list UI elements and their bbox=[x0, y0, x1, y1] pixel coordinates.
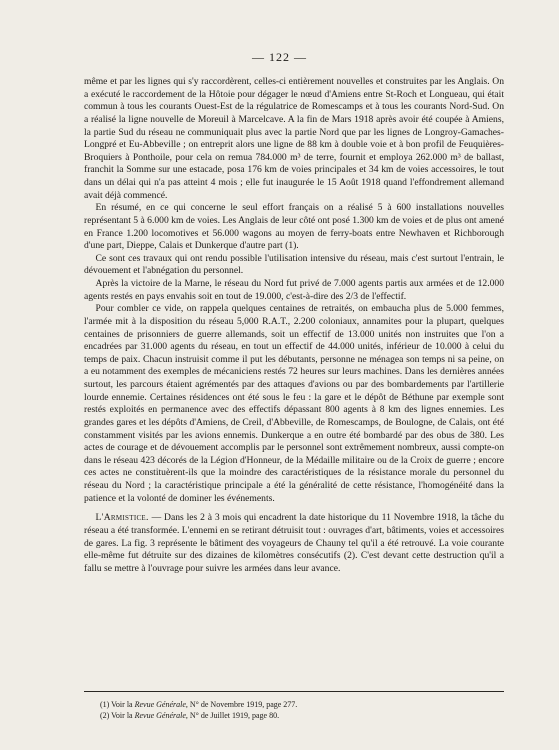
paragraph-3: Ce sont ces travaux qui ont rendu possible l'utilisation intensive du réseau, mais c'est surtout l'entrain, le dévouement et l'abnégation du personnel. bbox=[84, 252, 504, 277]
paragraph-4: Après la victoire de la Marne, le réseau du Nord fut privé de 7.000 agents partis aux armées et de 12.000 agents restés en pays envahis soit en tout de 19.000, c'est-à-dire des 2/3 de l'effectif. bbox=[84, 278, 504, 302]
armistice-paragraph bbox=[84, 512, 504, 575]
paragraph-5: Pour combler ce vide, on rappela quelques centaines de retraités, on embaucha plus de 5.000 femmes, l'armée mit à la disposition du réseau 5,000 R.A.T., 2.200 coloniaux, annamites pour la plupart, quelques centaines de prisonniers de guerre allemands, soit un effectif de 13.000 unités non instruites que l'on a encadrées par 31.000 agents du réseau, en tout un effectif de 44.000 unités, inférieur de 10.000 à celui du temps de paix. Chacun instruisit comme il put les débutants, personne ne ménagea son temps ni sa peine, on a eu notamment des exemples de mécaniciens restés 72 heures sur leurs machines. Dans les dernières années surtout, les parcours étaient agrémentés par des attaques d'avions ou par des bombardements par l'artillerie lourde ennemie. Certaines résidences ont été sous le feu : la gare et le dépôt de Béthune par exemple sont restés exploités en permanence avec des effectifs dépassant 800 agents à 8 km des lignes ennemies. Les grandes gares et les dépôts d'Amiens, de Creil, d'Abbeville, de Romescamps, de Boulogne, de Calais, ont été constamment visités par les avions ennemis. Dunkerque a en outre été bombardé par des obus de 380. Les actes de courage et de dévouement accomplis par le personnel sont extrêmement nombreux, aussi compte-on dans le réseau 423 décorés de la Légion d'Honneur, de la Médaille militaire ou de la Croix de guerre ; encore ces actes ne constituèrent-ils que la moindre des caractéristiques de la résistance morale du personnel du réseau du Nord ; la caractéristique principale a été la généralité de cette résistance, l'homogénéité dans la patience et la volonté de dominer les événements. bbox=[84, 303, 504, 504]
footnote-2: (2) Voir la Revue Générale, N° de Juillet 1919, page 80. bbox=[100, 710, 280, 720]
footnote-1: (1) Voir la Revue Générale, N° de Novembre 1919, page 277. bbox=[100, 700, 298, 709]
footnotes bbox=[100, 700, 500, 721]
journal-title: Revue Générale bbox=[134, 700, 186, 709]
paragraph-1: même et par les lignes qui s'y raccordèrent, celles-ci entièrement nouvelles et construites par les Anglais. On a exécuté le raccordement de la Hôtoie pour dégager le nœud d'Amiens entre St-Roch et Longueau, qui était commun à tous les courants Ouest-Est de la régulatrice de Romescamps et à tous les courants Nord-Sud. On a réalisé la ligne nouvelle de Moreuil à Marcelcave. A la fin de Mars 1918 après avoir été coupée à Amiens, la partie Sud du réseau ne communiquait plus avec la partie Nord que par les lignes de Longroy-Gamaches-Longpré et Eu-Abbeville ; on entreprit alors une ligne de 88 km à double voie et à bon profil de Feuquières-Broquiers à Ponthoile, pour cela on remua 784.000 m³ de terre, fournit et employa 262.000 m³ de ballast, franchit la Somme sur une estacade, posa 176 km de voies principales et 34 km de voies accessoires, le tout dans un délai qui n'a pas atteint 4 mois ; elle fut inaugurée le 15 Août 1918 quand l'effondrement allemand avait déjà commencé. bbox=[84, 76, 504, 201]
paragraph-2: En résumé, en ce qui concerne le seul effort français on a réalisé 5 à 600 installations nouvelles représentant 5 à 6.000 km de voies. Les Anglais de leur côté ont posé 1.300 km de voies et de plus ont amené en France 1.200 locomotives et 56.000 wagons au moyen de ferry-boats entre Newhaven et Richborough d'une part, Dieppe, Calais et Dunkerque d'autre part (1). bbox=[84, 202, 504, 252]
footnote-divider bbox=[84, 691, 504, 692]
armistice-heading: L'Armistice. bbox=[95, 512, 149, 524]
page-number: — 122 — bbox=[252, 50, 307, 64]
armistice-body: — Dans les 2 à 3 mois qui encadrent la date historique du 11 Novembre 1918, la tâche du réseau a été transformée. L'ennemi en se retirant détruisit tout : ouvrages d'art, bâtiments, voies et accessoires de gares. La fig. 3 représente le bâtiment des voyageurs de Chauny tel qu'il a été retrouvé. La voie courante elle-même fut détruite sur des dizaines de kilomètres consécutifs (2). C'est devant cette destruction qu'il a fallu se mettre à l'ouvrage pour suivre les armées dans leur avance. bbox=[84, 512, 504, 574]
journal-title: Revue Générale bbox=[134, 710, 186, 720]
body-text bbox=[84, 76, 504, 575]
